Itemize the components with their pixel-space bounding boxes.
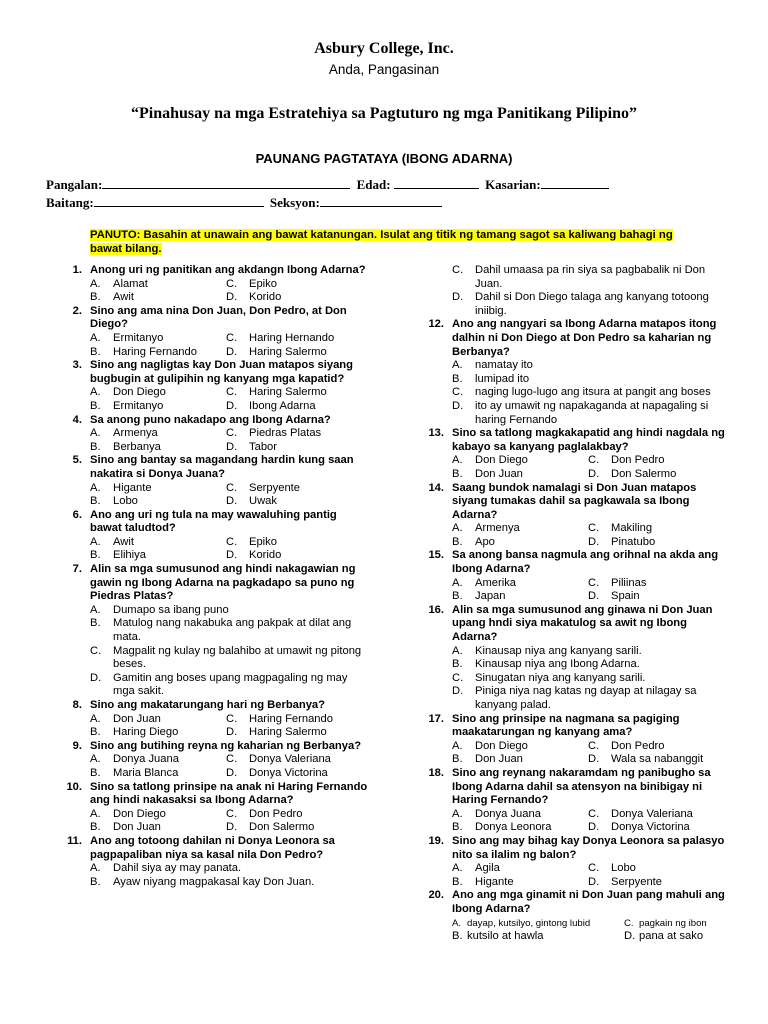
question-text: Sino sa tatlong prinsipe na anak ni Haring Fernando ang hindi nakasaksi sa Ibong Adarna? [90, 780, 368, 807]
choice-a[interactable]: A. Agila [452, 862, 500, 875]
question-14 [420, 482, 730, 550]
question-text: Sa anong puno nakadapo ang Ibong Adarna? [90, 413, 331, 426]
choice-a[interactable]: A. Don Diego [90, 386, 166, 399]
choice-c[interactable]: C. Donya Valeriana [588, 807, 693, 820]
edad-field[interactable] [394, 177, 479, 189]
question-15 [420, 549, 730, 603]
choice-b[interactable]: B. Apo [452, 535, 495, 548]
question-6 [58, 509, 368, 563]
question-18 [420, 767, 730, 835]
question-number: 20. [428, 889, 444, 902]
choice-c[interactable]: C. Epiko [226, 535, 277, 548]
student-info-row-2 [46, 195, 442, 211]
choice-b[interactable]: B. Elihiya [90, 549, 146, 562]
choice-b[interactable]: B. Lobo [90, 495, 138, 508]
choice-a[interactable]: A. Alamat [90, 277, 148, 290]
choice-d[interactable]: D. Gamitin ang boses upang magpagaling ng may mga sakit. [90, 671, 348, 698]
choice-d[interactable]: D. Dahil si Don Diego talaga ang kanyang totoong iniibig. [452, 291, 709, 317]
choice-b[interactable]: B. Haring Diego [90, 726, 179, 739]
choice-a[interactable]: A. Higante [90, 481, 152, 494]
choice-a[interactable]: A. Don Diego [452, 454, 528, 467]
question-text: Anong uri ng panitikan ang akdangn Ibong Adarna? [90, 264, 366, 276]
choice-c[interactable]: C. Lobo [588, 862, 636, 875]
question-16 [420, 604, 730, 713]
choice-c[interactable]: C. Serpyente [226, 481, 300, 494]
question-number: 6. [72, 508, 82, 521]
choice-c[interactable]: C. Sinugatan niya ang kanyang sarili. [452, 671, 646, 684]
question-text: Sino ang ama nina Don Juan, Don Pedro, at Don Diego? [90, 304, 347, 331]
question-7 [58, 563, 368, 699]
kasarian-label: Kasarian: [485, 177, 541, 192]
choice-c[interactable]: C. Don Pedro [588, 739, 665, 752]
question-20 [420, 889, 730, 943]
instructions-text: PANUTO: Basahin at unawain ang bawat katanungan. Isulat ang titik ng tamang sagot sa kaliwang bahagi ng bawat bilang. [90, 229, 673, 255]
question-11 [58, 835, 368, 889]
question-number: 19. [428, 834, 444, 847]
baitang-label: Baitang: [46, 195, 94, 210]
choice-c[interactable]: C. pagkain ng ibon [624, 917, 707, 929]
choice-c[interactable]: C. Piedras Platas [226, 427, 322, 440]
questions-left-column [58, 264, 368, 889]
choice-a[interactable]: A. Dumapo sa ibang puno [90, 603, 229, 616]
choice-c[interactable]: C. Magpalit ng kulay ng balahibo at umawit ng pitong beses. [90, 644, 362, 671]
question-number: 3. [72, 359, 82, 372]
choice-a[interactable]: A. dayap, kutsilyo, gintong lubid [452, 917, 591, 929]
choice-b[interactable]: B. Maria Blanca [90, 766, 179, 779]
choice-c[interactable]: C. Don Pedro [588, 454, 665, 467]
test-subtitle: PAUNANG PAGTATAYA (IBONG ADARNA) [255, 151, 513, 166]
question-text: Sino ang makatarungang hari ng Berbanya? [90, 699, 325, 711]
question-text: Sino ang prinsipe na nagmana sa pagiging maakatarungan ng kanyang ama? [452, 712, 680, 739]
question-number: 15. [428, 549, 444, 562]
question-text: Sino sa tatlong magkakapatid ang hindi nagdala ng kabayo sa kanyang paglalakbay? [452, 427, 725, 453]
choice-a[interactable]: A. Kinausap niya ang kanyang sarili. [452, 644, 642, 657]
choice-d[interactable]: D. Donya Victorina [588, 821, 690, 834]
question-17 [420, 713, 730, 767]
choice-b[interactable]: B. Haring Fernando [90, 345, 197, 358]
question-number: 10. [66, 780, 82, 793]
choice-a[interactable]: A. Amerika [452, 576, 517, 589]
choice-d[interactable]: D. ito ay umawit ng napakaganda at napagaling si haring Fernando [452, 399, 709, 426]
question-text: Sino ang reynang nakaramdam ng panibugho sa Ibong Adarna dahil sa atensyon na binibigay ni Haring Fernando? [452, 766, 711, 807]
choice-d[interactable]: D. Korido [226, 291, 282, 304]
choice-b[interactable]: B. Awit [90, 291, 134, 304]
kasarian-field[interactable] [541, 177, 609, 189]
choice-b[interactable]: B. Berbanya [90, 440, 161, 453]
seksyon-label: Seksyon: [269, 195, 320, 210]
choice-c[interactable]: C. Don Pedro [226, 807, 303, 820]
choice-c[interactable]: C. Makiling [588, 522, 653, 535]
choice-d[interactable]: D. Wala sa nabanggit [588, 753, 704, 766]
question-text: Sino ang bantay sa magandang hardin kung saan nakatira si Donya Juana? [90, 454, 354, 480]
question-12 [420, 318, 730, 427]
question-number: 11. [67, 834, 82, 847]
choice-b[interactable]: B. Kinausap niya ang Ibong Adarna. [452, 658, 640, 671]
question-3 [58, 359, 368, 413]
choice-d[interactable]: D. Haring Salermo [226, 726, 327, 739]
pangalan-label: Pangalan: [46, 177, 103, 192]
choice-c[interactable]: C. Epiko [226, 277, 277, 290]
question-number: 4. [72, 413, 82, 426]
choice-b[interactable]: B. kutsilo at hawla [452, 930, 544, 943]
choice-d[interactable]: D. Pinatubo [588, 535, 656, 548]
choice-b[interactable]: B. Higante [452, 875, 514, 888]
student-info-row-1 [46, 177, 609, 193]
choice-b[interactable]: B. lumipad ito [452, 372, 530, 385]
choice-a[interactable]: A. Ermitanyo [90, 331, 164, 344]
baitang-field[interactable] [94, 195, 264, 207]
question-number: 14. [428, 481, 444, 494]
question-text: Alin sa mga sumusunod ang hindi nakagawian ng gawin ng Ibong Adarna na pagkadapo sa puno ng Piedras Platas? [90, 563, 356, 603]
choice-a[interactable]: A. Donya Juana [90, 753, 179, 766]
choice-d[interactable]: D. Piniga niya nag katas ng dayap at nilagay sa kanyang palad. [452, 685, 697, 711]
choice-a[interactable]: A. Armenya [90, 427, 158, 440]
choice-d[interactable]: D. Korido [226, 549, 282, 562]
choice-b[interactable]: B. Don Juan [90, 821, 161, 834]
choice-a[interactable]: A. Don Diego [90, 807, 166, 820]
choice-c[interactable]: C. Piliinas [588, 576, 647, 589]
question-10 [58, 781, 368, 835]
question-text: Ano ang uri ng tula na may wawaluhing pantig bawat taludtod? [90, 508, 337, 535]
question-19 [420, 835, 730, 889]
instructions [90, 228, 690, 256]
question-number: 5. [72, 454, 82, 467]
question-9 [58, 740, 368, 781]
question-number: 18. [428, 766, 444, 779]
question-11-continued [420, 264, 730, 318]
choice-c[interactable]: C. Haring Fernando [226, 712, 333, 725]
question-number: 8. [72, 699, 82, 711]
choice-d[interactable]: D. Don Salermo [226, 821, 315, 834]
question-number: 16. [428, 603, 444, 616]
choice-d[interactable]: D. Uwak [226, 495, 277, 508]
school-location: Anda, Pangasinan [328, 62, 440, 77]
choice-d[interactable]: D. Haring Salermo [226, 345, 327, 358]
choice-d[interactable]: D. Tabor [226, 440, 277, 453]
choice-b[interactable]: B. Ayaw niyang magpakasal kay Don Juan. [90, 875, 315, 888]
choice-c[interactable]: C. Haring Hernando [226, 331, 335, 344]
choice-a[interactable]: A. Awit [90, 535, 134, 548]
question-4 [58, 414, 368, 455]
question-text: Sa anong bansa nagmula ang orihnal na akda ang Ibong Adarna? [452, 549, 719, 576]
choice-d[interactable]: D. Donya Victorina [226, 766, 328, 779]
question-text: Sino ang nagligtas kay Don Juan matapos siyang bugbugin at gulipihin ng kanyang mga kapatid? [90, 359, 353, 385]
choice-b[interactable]: B. Don Juan [452, 467, 523, 480]
question-text: Ano ang nangyari sa Ibong Adarna matapos itong dalhin ni Don Diego at Don Pedro sa kaharian ng Berbanya? [452, 318, 717, 358]
question-text: Saang bundok namalagi si Don Juan matapos siyang tumakas dahil sa pagkawala sa Ibong Adarna? [452, 481, 697, 521]
question-text: Ano ang mga ginamit ni Don Juan pang mahuli ang Ibong Adarna? [452, 889, 725, 915]
choice-a[interactable]: A. Don Diego [452, 739, 528, 752]
choice-a[interactable]: A. Don Juan [90, 712, 161, 725]
question-5 [58, 454, 368, 508]
question-8 [58, 699, 368, 740]
pangalan-field[interactable] [102, 177, 350, 189]
choice-a[interactable]: A. namatay ito [452, 359, 533, 372]
question-text: Sino ang may bihag kay Donya Leonora sa palasyo nito sa ilalim ng balon? [452, 834, 725, 861]
choice-d[interactable]: D. pana at sako [624, 930, 704, 943]
choice-a[interactable]: A. Donya Juana [452, 807, 541, 820]
question-2 [58, 305, 368, 359]
seksyon-field[interactable] [320, 195, 442, 207]
choice-c[interactable]: C. Donya Valeriana [226, 753, 331, 766]
school-name: Asbury College, Inc. [314, 40, 454, 57]
choice-c[interactable]: C. Haring Salermo [226, 386, 327, 399]
question-number: 9. [72, 739, 82, 752]
choice-b[interactable]: B. Don Juan [452, 753, 523, 766]
question-number: 1. [72, 264, 82, 276]
question-number: 7. [72, 563, 82, 576]
question-13 [420, 427, 730, 481]
choice-a[interactable]: A. Dahil siya ay may panata. [90, 862, 242, 875]
choice-b[interactable]: B. Donya Leonora [452, 821, 552, 834]
choice-d[interactable]: D. Don Salermo [588, 467, 677, 480]
document-title: “Pinahusay na mga Estratehiya sa Pagtuturo ng mga Panitikang Pilipino” [131, 105, 637, 122]
choice-d[interactable]: D. Spain [588, 590, 640, 603]
question-text: Alin sa mga sumusunod ang ginawa ni Don Juan upang hndi siya makatulog sa awit ng Ibong Adarna? [452, 603, 713, 644]
choice-c[interactable]: C. Dahil umaasa pa rin siya sa pagbabalik ni Don Juan. [452, 264, 706, 290]
question-number: 2. [72, 304, 82, 317]
edad-label: Edad: [356, 177, 391, 192]
choice-b[interactable]: B. Japan [452, 590, 506, 603]
choice-b[interactable]: B. Ermitanyo [90, 399, 164, 412]
choice-d[interactable]: D. Ibong Adarna [226, 399, 316, 412]
choice-d[interactable]: D. Serpyente [588, 875, 662, 888]
question-number: 12. [428, 318, 444, 331]
question-number: 17. [428, 712, 444, 725]
question-text: Ano ang totoong dahilan ni Donya Leonora sa pagpapaliban niya sa kasal nila Don Pedro? [90, 834, 335, 861]
choice-b[interactable]: B. Matulog nang nakabuka ang pakpak at dilat ang mata. [90, 617, 352, 644]
choice-c[interactable]: C. naging lugo-lugo ang itsura at pangit ang boses [452, 386, 711, 399]
question-text: Sino ang butihing reyna ng kaharian ng Berbanya? [90, 739, 362, 752]
questions-right-column [420, 264, 730, 944]
choice-a[interactable]: A. Armenya [452, 522, 520, 535]
question-1 [58, 264, 368, 305]
question-number: 13. [428, 427, 444, 440]
